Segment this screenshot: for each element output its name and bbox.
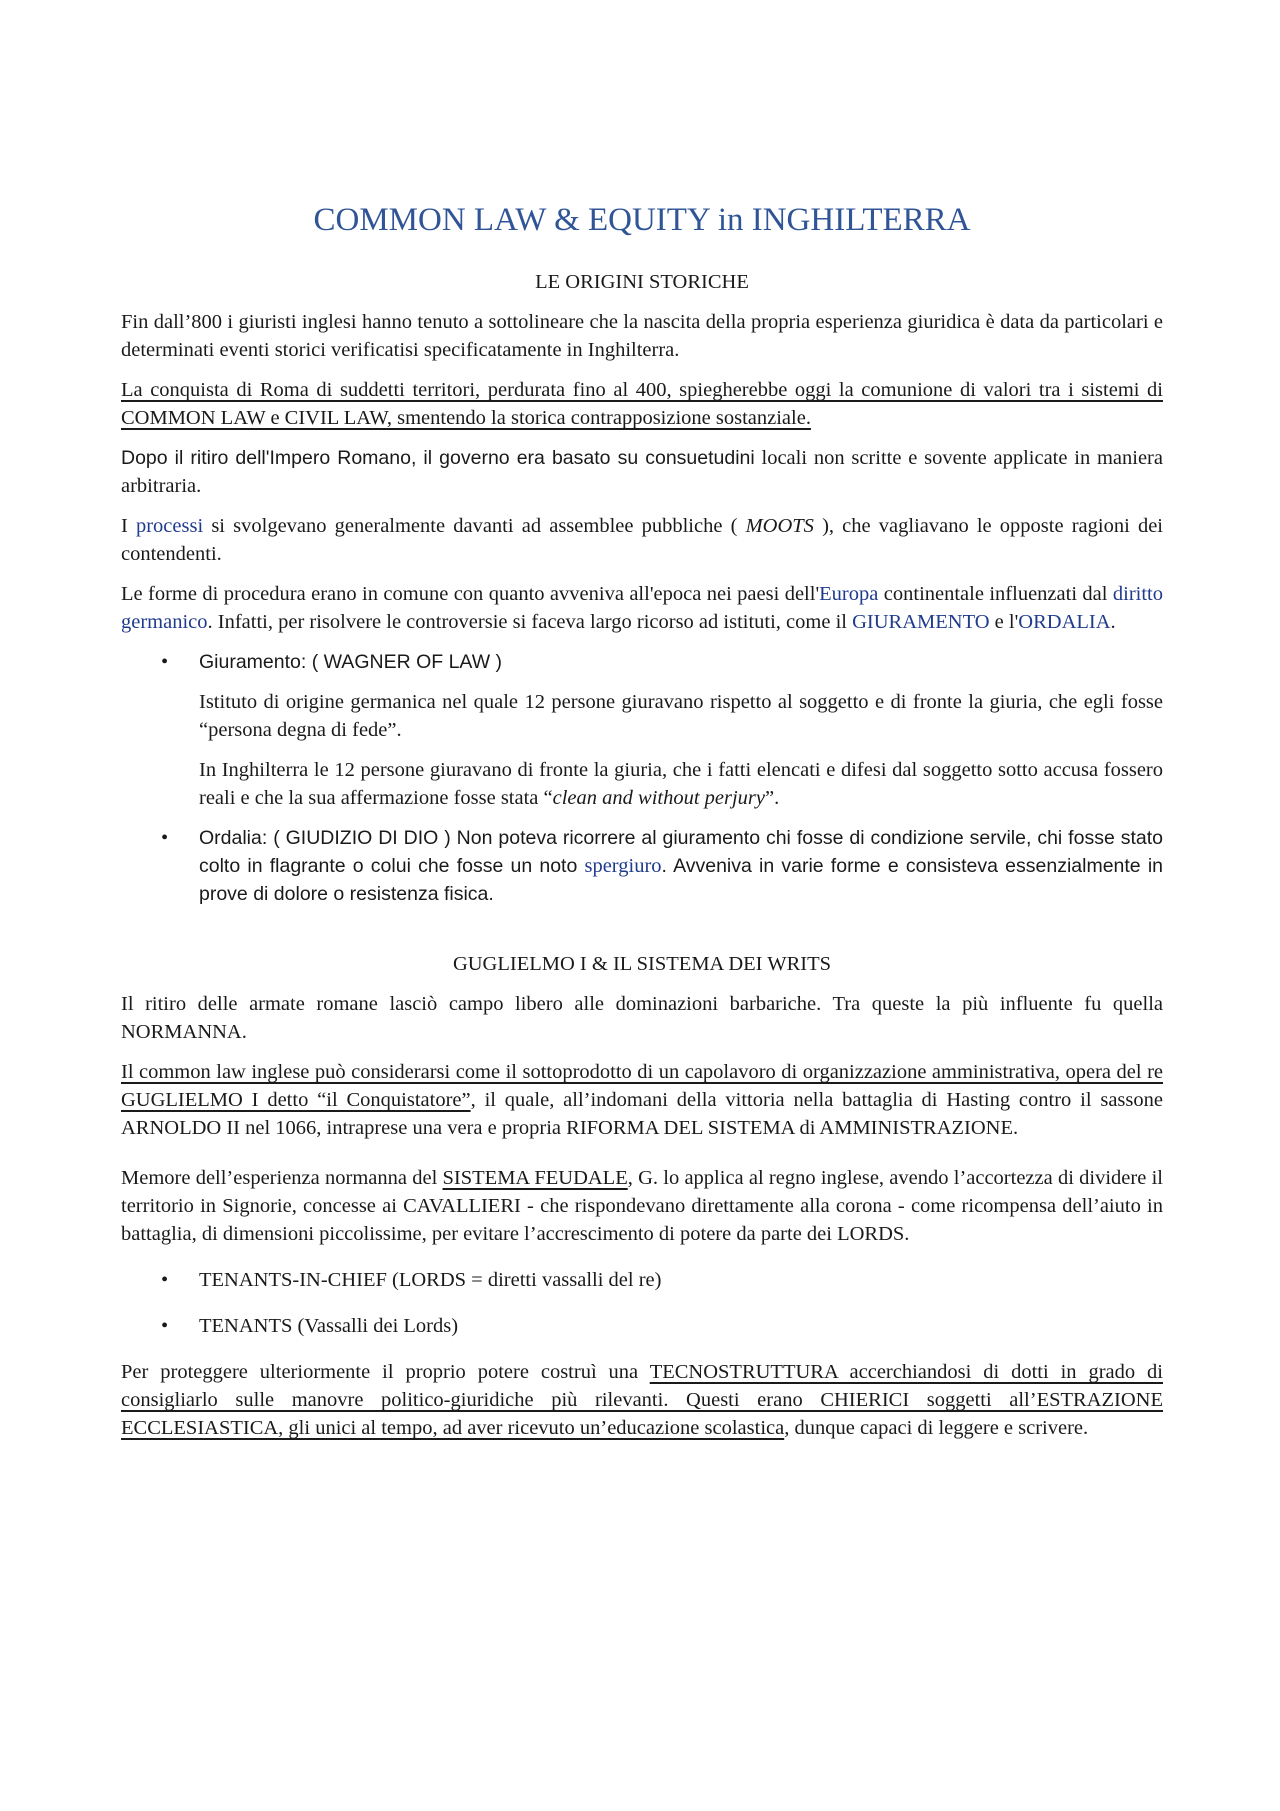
paragraph-indented: In Inghilterra le 12 persone giuravano di fronte la giuria, che i fatti elencati e difesi dal soggetto sotto accusa fossero reali e che la sua affermazione fosse stata “clean and without perjury”.: [199, 759, 1163, 809]
paragraph: Dopo il ritiro dell'Impero Romano, il governo era basato su consuetudini locali non scritte e sovente applicate in maniera arbitraria.: [121, 447, 1163, 497]
spacer: [121, 1154, 1163, 1164]
bullet-icon: •: [161, 651, 169, 673]
link-giuramento[interactable]: GIURAMENTO: [852, 611, 990, 633]
paragraph: Il common law inglese può considerarsi come il sottoprodotto di un capolavoro di organizzazione amministrativa, opera del re GUGLIELMO I detto “il Conquistatore”, il quale, all’indomani della vittoria nella battaglia di Hasting contro il sassone ARNOLDO II nel 1066, intraprese una vera e propria RIFORMA DEL SISTEMA di AMMINISTRAZIONE.: [121, 1061, 1163, 1139]
bullet-list: [121, 824, 1163, 908]
bullet-list: [121, 1266, 1163, 1340]
paragraph: I processi si svolgevano generalmente davanti ad assemblee pubbliche ( MOOTS ), che vagliavano le opposte ragioni dei contendenti.: [121, 515, 1163, 565]
section-heading-origini: LE ORIGINI STORICHE: [535, 271, 749, 293]
bullet-icon: •: [161, 827, 169, 849]
bullet-list: [121, 648, 1163, 676]
paragraph: Le forme di procedura erano in comune con quanto avveniva all'epoca nei paesi dell'Europa continentale influenzati dal diritto germanico. Infatti, per risolvere le controversie si faceva largo ricorso ad istituti, come il GIURAMENTO e l'ORDALIA.: [121, 583, 1163, 633]
list-item-tenants: • TENANTS (Vassalli dei Lords): [121, 1312, 1163, 1340]
bullet-icon: •: [161, 1269, 169, 1291]
link-europa[interactable]: Europa: [819, 583, 879, 605]
document-body: [121, 200, 1163, 1454]
link-ordalia[interactable]: ORDALIA: [1018, 611, 1111, 633]
paragraph: Per proteggere ulteriormente il proprio potere costruì una TECNOSTRUTTURA accerchiandosi di dotti in grado di consigliarlo sulle manovre politico-giuridiche più rilevanti. Questi erano CHIERICI soggetti all’ESTRAZIONE ECCLESIASTICA, gli unici al tempo, ad aver ricevuto un’educazione scolastica, dunque capaci di leggere e scrivere.: [121, 1361, 1163, 1439]
link-processi[interactable]: processi: [135, 515, 204, 537]
paragraph: Fin dall’800 i giuristi inglesi hanno tenuto a sottolineare che la nascita della propria esperienza giuridica è data da particolari e determinati eventi storici verificatisi specificatamente in Inghilterra.: [121, 311, 1163, 361]
spacer: [121, 920, 1163, 950]
section-heading-guglielmo: GUGLIELMO I & IL SISTEMA DEI WRITS: [452, 953, 832, 975]
document-title: COMMON LAW & EQUITY in INGHILTERRA: [313, 202, 971, 238]
link-spergiuro[interactable]: spergiuro: [584, 855, 662, 877]
paragraph: Il ritiro delle armate romane lasciò campo libero alle dominazioni barbariche. Tra queste la più influente fu quella NORMANNA.: [121, 993, 1163, 1043]
list-item-tenants-in-chief: • TENANTS-IN-CHIEF (LORDS = diretti vassalli del re): [121, 1266, 1163, 1294]
paragraph-indented: Istituto di origine germanica nel quale 12 persone giuravano rispetto al soggetto e di fronte la giuria, che egli fosse “persona degna di fede”.: [199, 691, 1163, 741]
list-item-giuramento: • Giuramento: ( WAGNER OF LAW ): [121, 648, 1163, 676]
paragraph: Memore dell’esperienza normanna del SISTEMA FEUDALE, G. lo applica al regno inglese, avendo l’accortezza di dividere il territorio in Signorie, concesse ai CAVALLIERI - che rispondevano direttamente alla corona - come ricompensa dell’aiuto in battaglia, di dimensioni piccolissime, per evitare l’accrescimento di potere da parte dei LORDS.: [121, 1167, 1163, 1245]
list-item-ordalia: • Ordalia: ( GIUDIZIO DI DIO ) Non poteva ricorrere al giuramento chi fosse di condizione servile, chi fosse stato colto in flagrante o colui che fosse un noto spergiuro. Avveniva in varie forme e consisteva essenzialmente in prove di dolore o resistenza fisica.: [121, 824, 1163, 908]
bullet-icon: •: [161, 1315, 169, 1337]
paragraph-underlined: La conquista di Roma di suddetti territori, perdurata fino al 400, spiegherebbe oggi la comunione di valori tra i sistemi di COMMON LAW e CIVIL LAW, smentendo la storica contrapposizione sostanziale.: [121, 379, 1163, 429]
link-diritto-germanico[interactable]: diritto germanico: [121, 583, 1163, 633]
